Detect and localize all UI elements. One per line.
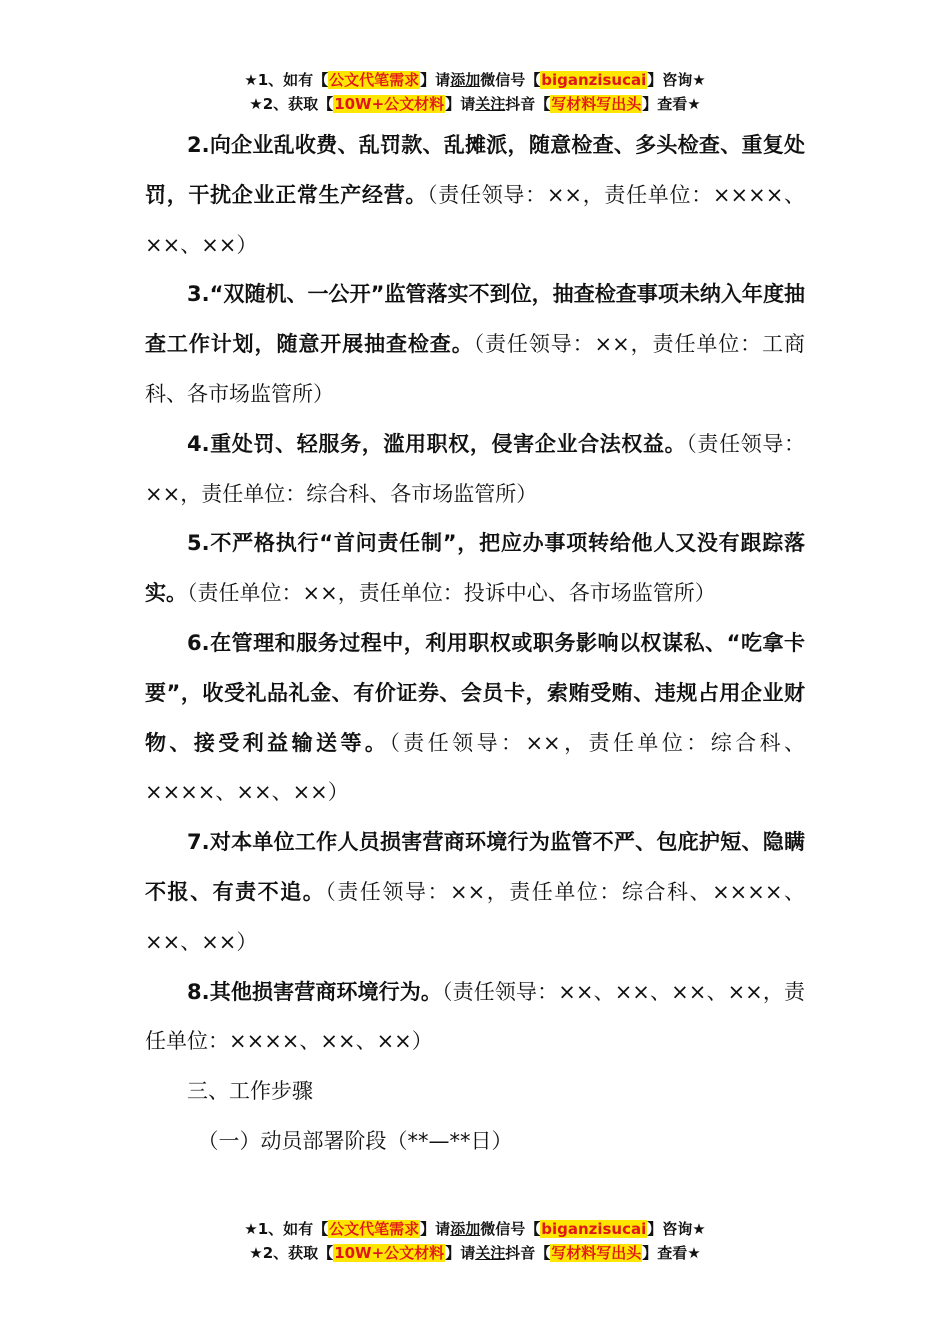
- promo-text: 抖音【: [505, 1244, 551, 1262]
- promo-text: 】咨询★: [647, 71, 706, 89]
- promo-text: 】请: [445, 95, 476, 113]
- promo-highlight: 公文代笔需求: [329, 71, 420, 89]
- sub-heading: （一）动员部署阶段（**—**日）: [197, 1128, 513, 1153]
- promo-highlight: biganzisucai: [541, 71, 647, 89]
- promo-highlight: 写材料写出头: [551, 95, 642, 113]
- promo-text: 微信号【: [480, 1220, 541, 1238]
- promo-emphasis: 关注: [475, 1244, 506, 1262]
- promo-emphasis: 关注: [475, 95, 506, 113]
- document-body: [145, 121, 805, 1167]
- list-item: [145, 619, 805, 818]
- item-responsibility: （责任领导：××、××、××、××，责任单位：××××、××、××）: [145, 979, 806, 1054]
- promo-highlight: 公文代笔需求: [329, 1220, 420, 1238]
- promo-emphasis: 添加: [450, 1220, 481, 1238]
- promo-text: 抖音【: [505, 95, 551, 113]
- promo-text: ★1、如有【: [244, 71, 329, 89]
- item-responsibility: （责任领导：××，责任单位：综合科、××××、××、××）: [145, 879, 806, 954]
- list-item: [145, 121, 805, 270]
- item-statement: 7.对本单位工作人员损害营商环境行为监管不严、包庇护短、隐瞒不报、有责不追。: [145, 830, 805, 904]
- item-statement: 2.向企业乱收费、乱罚款、乱摊派，随意检查、多头检查、重复处罚，干扰企业正常生产经营。: [145, 133, 805, 207]
- promo-text: 】请: [420, 71, 451, 89]
- item-responsibility: （责任领导：××，责任单位：综合科、××××、××、××）: [145, 730, 806, 805]
- list-item: [145, 420, 805, 520]
- item-responsibility: （责任领导：××，责任单位：××××、××、××）: [145, 182, 805, 257]
- promo-text: ★1、如有【: [244, 1220, 329, 1238]
- list-item: [145, 968, 805, 1068]
- item-statement: 6.在管理和服务过程中，利用职权或职务影响以权谋私、“吃拿卡要”，收受礼品礼金、有价证券、会员卡，索贿受贿、违规占用企业财物、接受利益输送等。: [145, 630, 805, 755]
- promo-highlight: 10W+公文材料: [334, 1244, 445, 1262]
- promo-highlight: 10W+公文材料: [334, 95, 445, 113]
- item-statement: 4.重处罚、轻服务，滥用职权，侵害企业合法权益。: [187, 431, 687, 456]
- promo-line-2: [0, 1241, 950, 1265]
- promo-text: 微信号【: [480, 71, 541, 89]
- item-statement: 5.不严格执行“首问责任制”，把应办事项转给他人又没有跟踪落实。: [145, 531, 805, 606]
- list-item: [145, 270, 805, 419]
- promo-emphasis: 添加: [450, 71, 481, 89]
- promo-text: 】查看★: [642, 95, 701, 113]
- promo-banner-bottom: [0, 1217, 950, 1265]
- item-responsibility: （责任领导：××，责任单位：工商科、各市场监管所）: [145, 332, 805, 406]
- promo-text: 】请: [420, 1220, 451, 1238]
- item-statement: 3.“双随机、一公开”监管落实不到位，抽查检查事项未纳入年度抽查工作计划，随意开展抽查检查。: [145, 282, 805, 357]
- section-heading: 三、工作步骤: [187, 1079, 313, 1104]
- promo-text: 】查看★: [642, 1244, 701, 1262]
- promo-text: 】咨询★: [647, 1220, 706, 1238]
- item-responsibility: （责任单位：××，责任单位：投诉中心、各市场监管所）: [187, 581, 716, 606]
- list-item: [145, 519, 805, 619]
- promo-line-1: [0, 1217, 950, 1241]
- promo-banner-top: [0, 68, 950, 116]
- list-item: [145, 818, 805, 967]
- promo-line-1: [0, 68, 950, 92]
- promo-text: ★2、获取【: [249, 95, 334, 113]
- promo-text: ★2、获取【: [249, 1244, 334, 1262]
- promo-line-2: [0, 92, 950, 116]
- promo-highlight: biganzisucai: [541, 1220, 647, 1238]
- item-statement: 8.其他损害营商环境行为。: [187, 979, 443, 1004]
- promo-highlight: 写材料写出头: [551, 1244, 642, 1262]
- item-responsibility: （责任领导：××，责任单位：综合科、各市场监管所）: [145, 431, 805, 506]
- promo-text: 】请: [445, 1244, 476, 1262]
